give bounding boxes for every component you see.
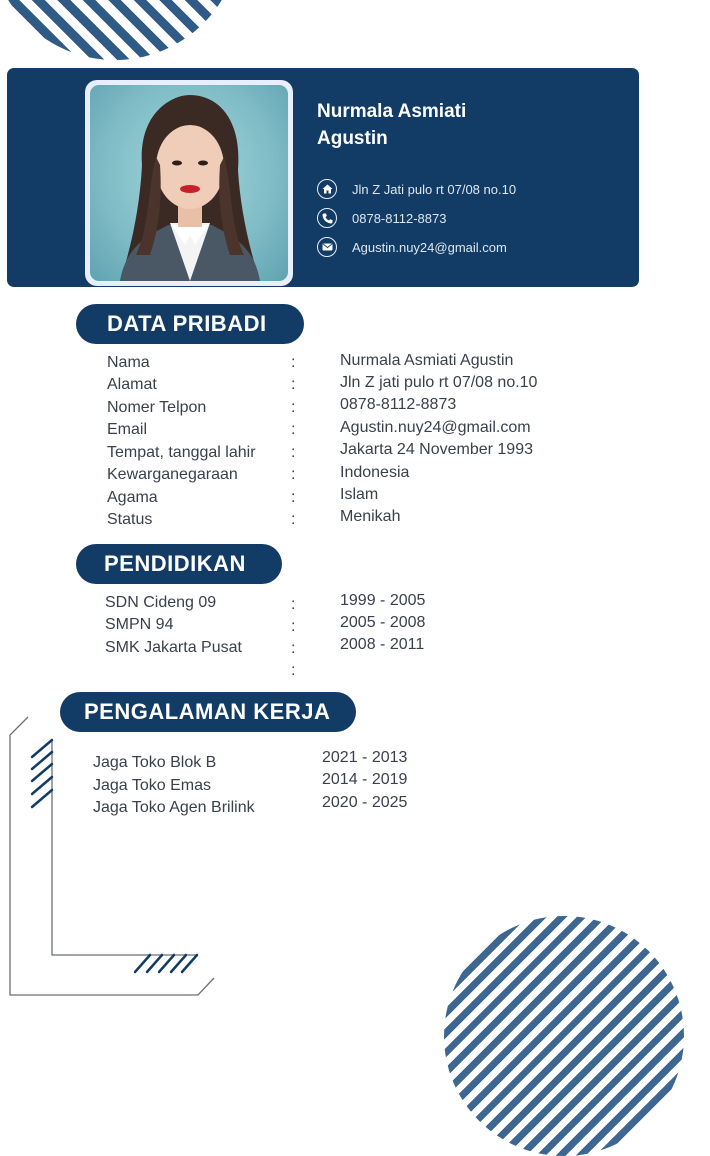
personal-separator: :: [291, 489, 296, 506]
personal-label-telpon: Nomer Telpon: [107, 399, 207, 416]
name-line-1: Nurmala Asmiati: [317, 101, 467, 122]
personal-separator: :: [291, 376, 296, 393]
education-school: SDN Cideng 09: [105, 594, 217, 611]
personal-separator: :: [291, 511, 296, 528]
section-title-education: PENDIDIKAN: [76, 544, 282, 584]
decorative-striped-circle-top: [0, 0, 240, 60]
experience-job: Jaga Toko Blok B: [93, 754, 217, 771]
education-separator: :: [291, 618, 296, 635]
education-years: 2005 - 2008: [340, 614, 426, 631]
home-icon: [317, 179, 337, 199]
personal-value-status: Menikah: [340, 508, 401, 525]
education-years: 2008 - 2011: [340, 636, 425, 653]
profile-photo-frame: [85, 80, 293, 286]
contact-email: [317, 237, 507, 257]
section-title-personal: DATA PRIBADI: [76, 304, 304, 344]
header-name: [317, 98, 537, 152]
personal-value-ttl: Jakarta 24 November 1993: [340, 441, 533, 458]
education-school: SMK Jakarta Pusat: [105, 639, 242, 656]
personal-separator: :: [291, 399, 296, 416]
education-separator: :: [291, 662, 296, 679]
personal-value-nama: Nurmala Asmiati Agustin: [340, 352, 514, 369]
experience-years: 2020 - 2025: [322, 794, 408, 811]
contact-phone: [317, 208, 446, 228]
personal-label-kewarganegaraan: Kewarganegaraan: [107, 466, 238, 483]
personal-separator: :: [291, 444, 296, 461]
decorative-striped-circle-bottom: [444, 916, 684, 1156]
contact-address: [317, 179, 516, 199]
personal-label-ttl: Tempat, tanggal lahir: [107, 444, 256, 461]
personal-value-email: Agustin.nuy24@gmail.com: [340, 419, 531, 436]
personal-separator: :: [291, 421, 296, 438]
experience-years: 2021 - 2013: [322, 749, 408, 766]
personal-label-status: Status: [107, 511, 153, 528]
education-years: 1999 - 2005: [340, 592, 426, 609]
personal-label-email: Email: [107, 421, 148, 438]
personal-value-kewarganegaraan: Indonesia: [340, 464, 410, 481]
address-text: Jln Z Jati pulo rt 07/08 no.10: [352, 181, 517, 197]
education-school: SMPN 94: [105, 616, 174, 633]
education-separator: :: [291, 596, 296, 613]
mail-icon: [317, 237, 337, 257]
phone-text: 0878-8112-8873: [352, 210, 447, 226]
experience-job: Jaga Toko Emas: [93, 777, 211, 794]
personal-label-nama: Nama: [107, 354, 150, 371]
name-line-2: Agustin: [317, 128, 388, 149]
personal-value-agama: Islam: [340, 486, 379, 503]
profile-photo: [90, 85, 288, 281]
personal-label-alamat: Alamat: [107, 376, 157, 393]
experience-years: 2014 - 2019: [322, 771, 408, 788]
section-title-experience: PENGALAMAN KERJA: [60, 692, 356, 732]
email-text: Agustin.nuy24@gmail.com: [352, 239, 507, 255]
personal-separator: :: [291, 354, 296, 371]
education-separator: :: [291, 640, 296, 657]
personal-value-alamat: Jln Z jati pulo rt 07/08 no.10: [340, 374, 538, 391]
experience-job: Jaga Toko Agen Brilink: [93, 799, 255, 816]
personal-separator: :: [291, 466, 296, 483]
phone-icon: [317, 208, 337, 228]
personal-label-agama: Agama: [107, 489, 158, 506]
personal-value-telpon: 0878-8112-8873: [340, 396, 457, 413]
